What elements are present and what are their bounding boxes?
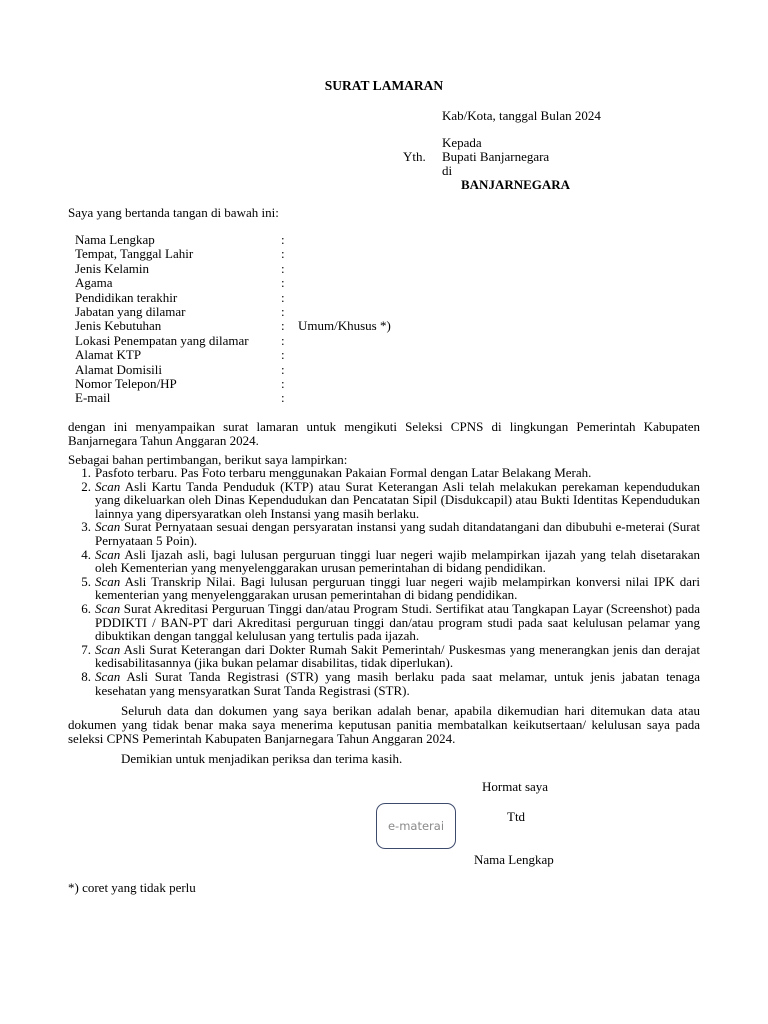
field-label: Jenis Kebutuhan	[75, 318, 162, 334]
place-date: Kab/Kota, tanggal Bulan 2024	[442, 108, 601, 123]
signature-name: Nama Lengkap	[474, 852, 554, 867]
attachment-description: Asli Transkrip Nilai. Bagi lulusan perguruan tinggi luar negeri wajib melampirkan konversi nilai IPK dari kementerian yang menyelenggarakan urusan pemerintahan di bidang pendidikan.	[95, 573, 700, 603]
attachment-description: Asli Ijazah asli, bagi lulusan perguruan tinggi luar negeri wajib melampirkan ijazah yang telah disetarakan oleh Kementerian yang menyelenggarakan urusan pemerintahan di bidang pendidikan.	[95, 546, 700, 576]
field-colon: :	[281, 390, 285, 406]
signature-ttd: Ttd	[507, 809, 526, 824]
attachment-text	[95, 643, 700, 670]
field-row	[75, 305, 475, 319]
attachment-text	[95, 602, 700, 643]
field-colon: :	[281, 347, 285, 363]
attachment-item	[68, 466, 700, 480]
field-colon: :	[281, 260, 285, 276]
field-colon: :	[281, 232, 285, 247]
field-colon: :	[281, 361, 285, 377]
attachment-item	[68, 602, 700, 643]
field-label: Alamat Domisili	[75, 361, 163, 377]
field-label: Lokasi Penempatan yang dilamar	[75, 332, 249, 348]
attachment-description: Asli Kartu Tanda Penduduk (KTP) atau Surat Keterangan Asli telah melakukan perekaman kependudukan yang dikeluarkan oleh Dinas Kependudukan dan Pencatatan Sipil (Disdukcapil) atau Bukti Identitas Kependudukan lainnya yang dipersyaratkan oleh Instansi yang masih berlaku.	[95, 478, 700, 521]
field-colon: :	[281, 289, 285, 305]
field-row	[75, 233, 475, 247]
field-label: Pendidikan terakhir	[75, 289, 178, 305]
recipient-kepada: Kepada	[442, 135, 482, 150]
statement-paragraph: dengan ini menyampaikan surat lamaran untuk mengikuti Seleksi CPNS di lingkungan Pemerintah Kabupaten Banjarnegara Tahun Anggaran 2024.	[68, 419, 700, 449]
attachment-scan-word: Scan	[95, 519, 121, 535]
closing-paragraph: Seluruh data dan dokumen yang saya berikan adalah benar, apabila dikemudian hari ditemukan data atau dokumen yang tidak benar maka saya menerima keputusan panitia membatalkan keikutsertaan/ kelulusan saya pada seleksi CPNS Pemerintah Kabupaten Banjarnegara Tahun Anggaran 2024.	[68, 703, 700, 747]
field-label: Tempat, Tanggal Lahir	[75, 246, 194, 262]
field-label: Jabatan yang dilamar	[75, 303, 186, 319]
attachments-list	[68, 466, 700, 697]
field-row	[75, 262, 475, 276]
field-label: Nomor Telepon/HP	[75, 375, 177, 391]
attachment-text	[95, 575, 700, 602]
attachment-scan-word: Scan	[95, 668, 121, 684]
field-row	[75, 391, 475, 405]
field-value: Umum/Khusus *)	[298, 318, 391, 334]
field-row	[75, 319, 475, 333]
attachments-intro: Sebagai bahan pertimbangan, berikut saya lampirkan:	[68, 452, 348, 467]
field-colon: :	[281, 332, 285, 348]
attachment-description: Surat Pernyataan sesuai dengan persyaratan instansi yang sudah ditandatangani dan dibubuhi e-meterai (Surat Pernyataan 5 Poin).	[95, 519, 700, 548]
field-row	[75, 276, 475, 290]
ematerai-stamp: e-materai	[376, 803, 456, 849]
attachment-item	[68, 520, 700, 547]
attachment-number: 4.	[81, 546, 91, 562]
attachment-scan-word: Scan	[95, 600, 121, 616]
attachment-text	[95, 480, 700, 521]
attachment-number: 1.	[81, 465, 91, 480]
field-colon: :	[281, 246, 285, 262]
document-title: SURAT LAMARAN	[324, 78, 444, 93]
attachment-number: 6.	[81, 600, 91, 616]
attachment-text	[95, 670, 700, 697]
field-label: Jenis Kelamin	[75, 260, 150, 276]
attachment-text	[95, 466, 700, 480]
applicant-fields	[75, 233, 475, 406]
field-colon: :	[281, 375, 285, 391]
field-colon: :	[281, 303, 285, 319]
recipient-di: di	[442, 163, 453, 178]
attachment-item	[68, 548, 700, 575]
attachment-text	[95, 520, 700, 547]
field-row	[75, 377, 475, 391]
field-label: E-mail	[75, 390, 111, 406]
recipient-yth: Yth.	[403, 149, 426, 164]
attachment-number: 8.	[81, 668, 91, 684]
attachment-scan-word: Scan	[95, 546, 121, 562]
field-row	[75, 348, 475, 362]
field-row	[75, 247, 475, 261]
thanks-text: Demikian untuk menjadikan periksa dan terima kasih.	[121, 751, 403, 766]
field-colon: :	[281, 275, 285, 291]
intro-text: Saya yang bertanda tangan di bawah ini:	[68, 205, 279, 220]
attachment-description: Asli Surat Keterangan dari Dokter Rumah Sakit Pemerintah/ Puskesmas yang menerangkan jenis dan derajat kedisabilitasannya (jika bukan pelamar disabilitas, tidak diperlukan).	[95, 641, 700, 671]
recipient-name: Bupati Banjarnegara	[442, 149, 550, 164]
signature-regards: Hormat saya	[482, 779, 549, 794]
attachment-description: Surat Akreditasi Perguruan Tinggi dan/atau Program Studi. Sertifikat atau Tangkapan Layar (Screenshot) pada PDDIKTI / BAN-PT dari Akreditasi perguruan tinggi dan/atau program studi pada saat kelulusan pelamar yang dibuktikan dengan tanggal kelulusan yang tertulis pada ijazah.	[95, 600, 700, 644]
attachment-item	[68, 575, 700, 602]
recipient-city: BANJARNEGARA	[461, 177, 571, 192]
attachment-scan-word: Scan	[95, 641, 121, 657]
attachment-number: 3.	[81, 519, 91, 535]
attachment-description: Asli Surat Tanda Registrasi (STR) yang masih berlaku pada saat melamar, untuk jenis jabatan tenaga kesehatan yang mensyaratkan Surat Tanda Registrasi (STR).	[95, 668, 700, 698]
field-row	[75, 291, 475, 305]
field-colon: :	[281, 318, 285, 334]
attachment-scan-word: Scan	[95, 573, 121, 589]
attachment-item	[68, 480, 700, 521]
field-label: Agama	[75, 275, 113, 291]
footnote: *) coret yang tidak perlu	[68, 880, 196, 895]
attachment-number: 7.	[81, 641, 91, 657]
attachment-number: 5.	[81, 573, 91, 589]
attachment-description: Pasfoto terbaru. Pas Foto terbaru menggunakan Pakaian Formal dengan Latar Belakang Merah.	[95, 465, 592, 480]
attachment-number: 2.	[81, 478, 91, 494]
field-row	[75, 334, 475, 348]
field-row	[75, 363, 475, 377]
field-label: Alamat KTP	[75, 347, 142, 363]
attachment-item	[68, 643, 700, 670]
attachment-text	[95, 548, 700, 575]
attachment-scan-word: Scan	[95, 478, 121, 494]
field-label: Nama Lengkap	[75, 232, 155, 247]
attachment-item	[68, 670, 700, 697]
